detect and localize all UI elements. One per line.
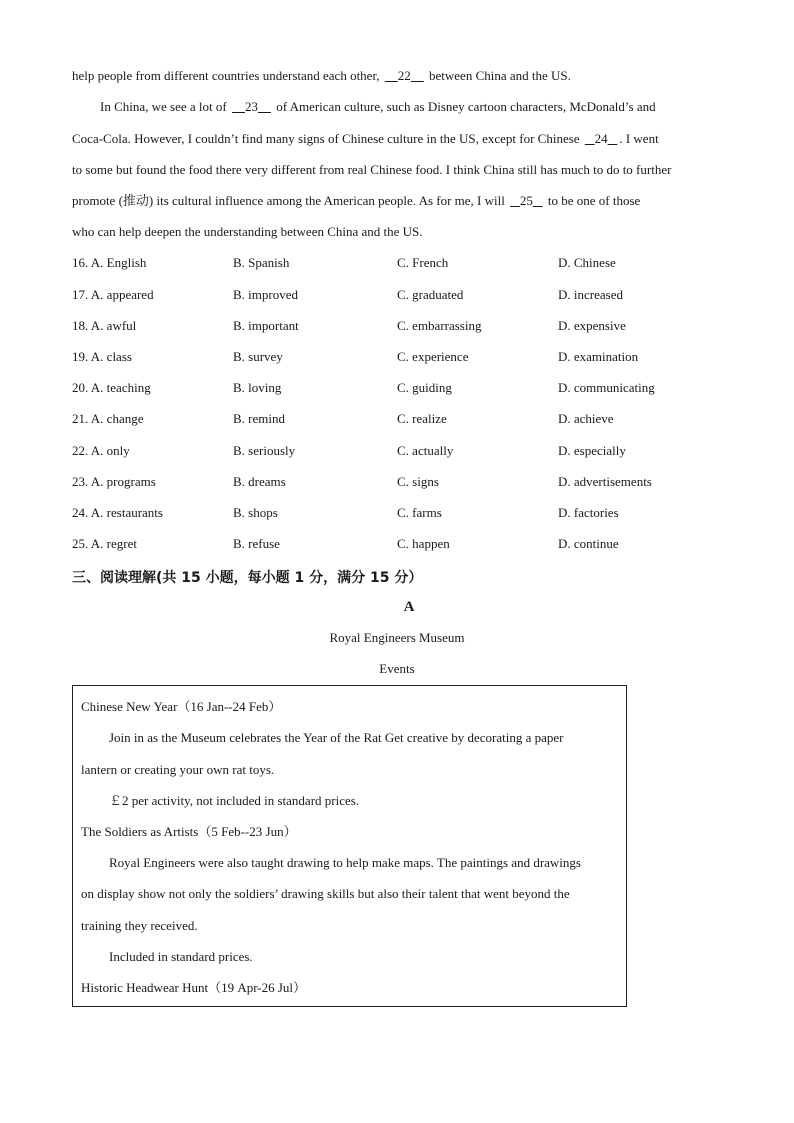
- option-row-21: [72, 411, 752, 427]
- option-d: D. advertisements: [558, 474, 652, 489]
- events-heading: Events: [379, 661, 415, 676]
- option-d: D. factories: [558, 505, 619, 520]
- option-a: 18. A. awful: [72, 318, 137, 333]
- blank-22: 22: [397, 68, 411, 83]
- option-row-23: [72, 474, 752, 490]
- option-b: B. survey: [233, 349, 283, 364]
- passage-text: . I went: [619, 131, 659, 146]
- option-c: C. farms: [397, 505, 442, 520]
- option-row-25: [72, 536, 752, 552]
- passage-line-2: [100, 99, 656, 115]
- option-d: D. examination: [558, 349, 639, 364]
- option-b: B. loving: [233, 380, 282, 395]
- option-a: 25. A. regret: [72, 536, 137, 551]
- option-d: D. especially: [558, 443, 626, 458]
- passage-line-1: [72, 68, 571, 84]
- event-description: on display show not only the soldiers’ drawing skills but also their talent that went beyond the: [81, 886, 570, 901]
- event-price: ￡2 per activity, not included in standard prices.: [109, 793, 360, 808]
- option-d: D. achieve: [558, 411, 614, 426]
- option-c: C. graduated: [397, 287, 464, 302]
- passage-text: of American culture, such as Disney cartoon characters, McDonald’s and: [272, 99, 656, 114]
- blank-24: 24: [594, 131, 608, 146]
- passage-text: between China and the US.: [425, 68, 571, 83]
- option-c: C. guiding: [397, 380, 452, 395]
- option-row-19: [72, 349, 752, 365]
- passage-text: promote (推动) its cultural influence among the American people. As for me, I will: [72, 193, 509, 208]
- option-row-24: [72, 505, 752, 521]
- option-row-18: [72, 318, 752, 334]
- option-b: B. Spanish: [233, 255, 290, 270]
- event-title-chinese-new-year: Chinese New Year（16 Jan--24 Feb）: [81, 699, 282, 714]
- option-b: B. important: [233, 318, 299, 333]
- option-row-17: [72, 287, 752, 303]
- passage-line-6: who can help deepen the understanding between China and the US.: [72, 224, 423, 239]
- event-description: training they received.: [81, 918, 198, 933]
- passage-text: help people from different countries understand each other,: [72, 68, 383, 83]
- option-a: 23. A. programs: [72, 474, 156, 489]
- option-a: 20. A. teaching: [72, 380, 151, 395]
- option-row-22: [72, 443, 752, 459]
- option-b: B. improved: [233, 287, 298, 302]
- option-b: B. remind: [233, 411, 285, 426]
- option-a: 24. A. restaurants: [72, 505, 163, 520]
- option-b: B. seriously: [233, 443, 296, 458]
- event-title-soldiers-as-artists: The Soldiers as Artists（5 Feb--23 Jun）: [81, 824, 297, 839]
- option-row-20: [72, 380, 752, 396]
- passage-line-5: [72, 193, 640, 209]
- event-description: Join in as the Museum celebrates the Year of the Rat Get creative by decorating a paper: [109, 730, 564, 745]
- option-d: D. increased: [558, 287, 623, 302]
- passage-letter: A: [403, 599, 415, 615]
- blank-23: 23: [244, 99, 258, 114]
- option-a: 21. A. change: [72, 411, 144, 426]
- option-b: B. dreams: [233, 474, 286, 489]
- option-d: D. expensive: [558, 318, 626, 333]
- event-title-historic-headwear-hunt: Historic Headwear Hunt（19 Apr-26 Jul）: [81, 980, 307, 995]
- section-title: 三、阅读理解(共 15 小题，每小题 1 分，满分 15 分）: [72, 570, 423, 586]
- museum-title: Royal Engineers Museum: [329, 630, 465, 645]
- event-description: Royal Engineers were also taught drawing to help make maps. The paintings and drawings: [109, 855, 581, 870]
- event-price: Included in standard prices.: [109, 949, 253, 964]
- option-c: C. realize: [397, 411, 447, 426]
- option-b: B. refuse: [233, 536, 280, 551]
- passage-text: to be one of those: [544, 193, 641, 208]
- option-a: 19. A. class: [72, 349, 132, 364]
- option-c: C. experience: [397, 349, 469, 364]
- option-b: B. shops: [233, 505, 278, 520]
- passage-text: Coca-Cola. However, I couldn’t find many signs of Chinese culture in the US, except for Chinese: [72, 131, 583, 146]
- option-a: 16. A. English: [72, 255, 147, 270]
- option-a: 17. A. appeared: [72, 287, 154, 302]
- passage-line-3: [72, 131, 659, 147]
- option-c: C. actually: [397, 443, 454, 458]
- option-d: D. communicating: [558, 380, 655, 395]
- option-c: C. happen: [397, 536, 450, 551]
- option-d: D. Chinese: [558, 255, 616, 270]
- option-row-16: [72, 255, 752, 271]
- option-c: C. signs: [397, 474, 439, 489]
- blank-25: 25: [519, 193, 533, 208]
- passage-line-4: to some but found the food there very different from real Chinese food. I think China still has much to do to further: [72, 162, 672, 177]
- option-d: D. continue: [558, 536, 619, 551]
- event-description: lantern or creating your own rat toys.: [81, 762, 275, 777]
- option-c: C. embarrassing: [397, 318, 482, 333]
- option-a: 22. A. only: [72, 443, 130, 458]
- passage-text: In China, we see a lot of: [100, 99, 230, 114]
- option-c: C. French: [397, 255, 449, 270]
- events-box: [72, 685, 627, 1007]
